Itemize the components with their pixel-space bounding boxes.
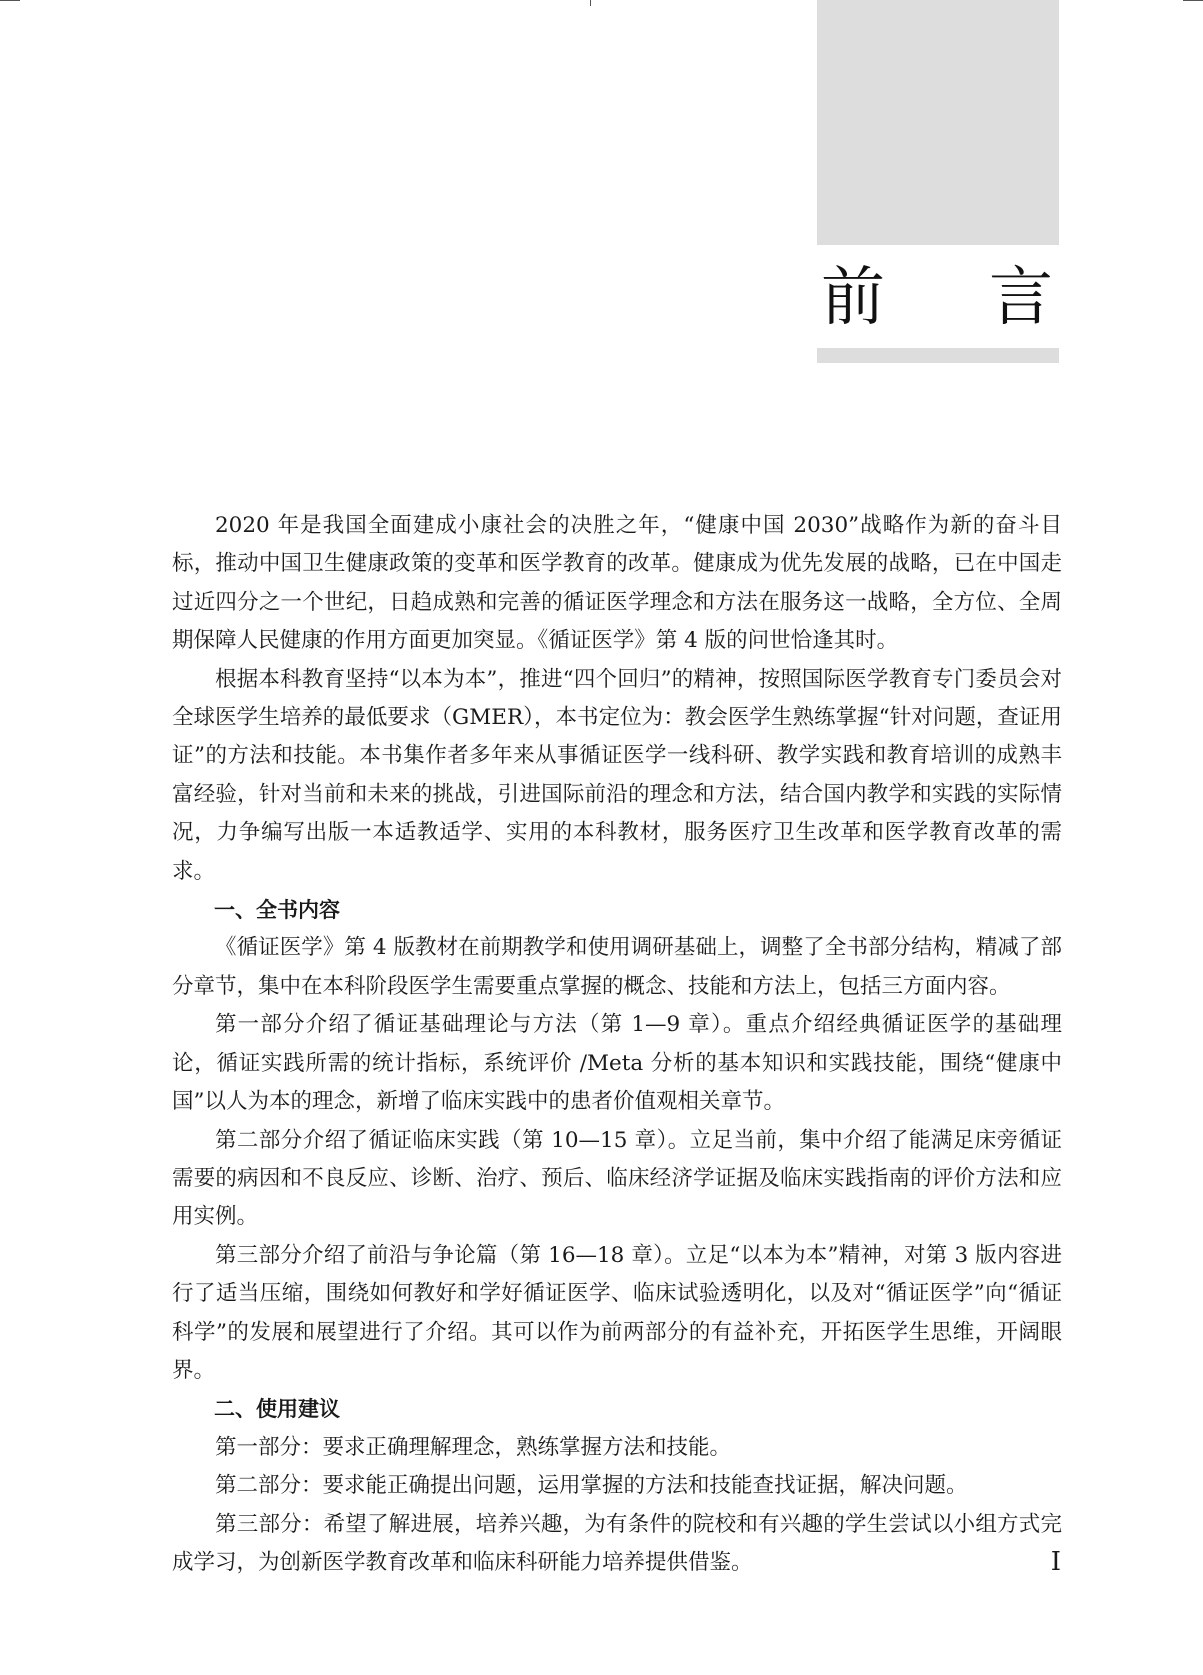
section-heading-1: 一、全书内容	[214, 898, 340, 923]
paragraph-1: 2020 年是我国全面建成小康社会的决胜之年，“健康中国 2030”战略作为新的奋斗目标，推动中国卫生健康政策的变革和医学教育的改革。健康成为优先发展的战略，已在中国走过近四分之一个世纪，日趋成熟和完善的循证医学理念和方法在服务这一战略，全方位、全周期保障人民健康的作用方面更加突显。《循证医学》第 4 版的问世恰逢其时。	[172, 513, 1062, 654]
page-number: I	[1050, 1547, 1061, 1577]
paragraph-8: 第二部分：要求能正确提出问题，运用掌握的方法和技能查找证据，解决问题。	[215, 1473, 968, 1499]
chapter-title-char-1: 前	[821, 261, 885, 335]
crop-mark-top-left	[0, 0, 20, 1]
paragraph-7: 第一部分：要求正确理解理念，熟练掌握方法和技能。	[215, 1434, 732, 1460]
chapter-title-underline	[817, 348, 1059, 363]
chapter-title	[817, 258, 1059, 338]
crop-mark-top-right	[1183, 0, 1203, 1]
section-heading-2: 二、使用建议	[214, 1397, 340, 1422]
paragraph-9: 第三部分：希望了解进展，培养兴趣，为有条件的院校和有兴趣的学生尝试以小组方式完成学习，为创新医学教育改革和临床科研能力培养提供借鉴。	[172, 1511, 1062, 1575]
paragraph-2: 根据本科教育坚持“以本为本”，推进“四个回归”的精神，按照国际医学教育专门委员会对全球医学生培养的最低要求（GMER），本书定位为：教会医学生熟练掌握“针对问题，查证用证”的方法和技能。本书集作者多年来从事循证医学一线科研、教学实践和教育培训的成熟丰富经验，针对当前和未来的挑战，引进国际前沿的理念和方法，结合国内教学和实践的实际情况，力争编写出版一本适教适学、实用的本科教材，服务医疗卫生改革和医学教育改革的需求。	[172, 666, 1062, 884]
paragraph-4: 第一部分介绍了循证基础理论与方法（第 1—9 章）。重点介绍经典循证医学的基础理论，循证实践所需的统计指标，系统评价 /Meta 分析的基本知识和实践技能，围绕“健康中国”以人为本的理念，新增了临床实践中的患者价值观相关章节。	[172, 1012, 1062, 1115]
preface-body	[172, 507, 1062, 1582]
chapter-title-char-2: 言	[989, 261, 1053, 335]
chapter-header-block	[817, 0, 1059, 245]
paragraph-5: 第二部分介绍了循证临床实践（第 10—15 章）。立足当前，集中介绍了能满足床旁循证需要的病因和不良反应、诊断、治疗、预后、临床经济学证据及临床实践指南的评价方法和应用实例。	[172, 1127, 1062, 1230]
paragraph-6: 第三部分介绍了前沿与争论篇（第 16—18 章）。立足“以本为本”精神，对第 3 版内容进行了适当压缩，围绕如何教好和学好循证医学、临床试验透明化，以及对“循证医学”向“循证科学”的发展和展望进行了介绍。其可以作为前两部分的有益补充，开拓医学生思维，开阔眼界。	[172, 1242, 1062, 1383]
crop-mark-top-center	[590, 0, 591, 6]
paragraph-3: 《循证医学》第 4 版教材在前期教学和使用调研基础上，调整了全书部分结构，精减了部分章节，集中在本科阶段医学生需要重点掌握的概念、技能和方法上，包括三方面内容。	[172, 935, 1062, 999]
